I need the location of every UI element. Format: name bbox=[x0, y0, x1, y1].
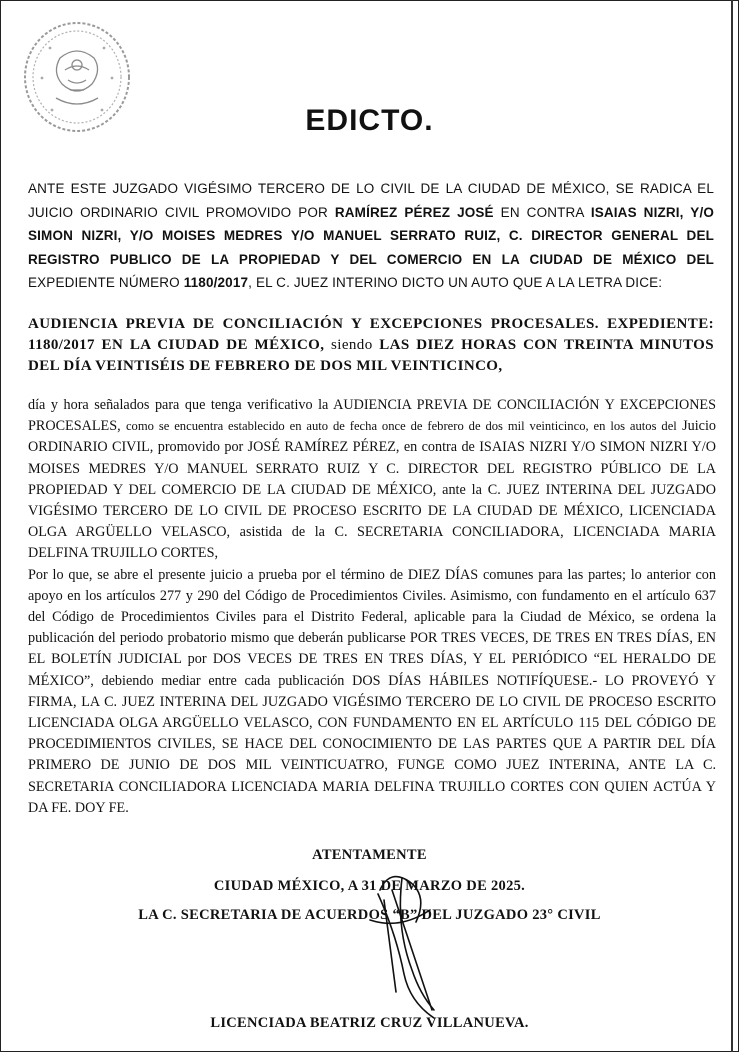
hearing-heading bbox=[28, 314, 714, 377]
case-number: 1180/2017 bbox=[183, 275, 249, 291]
handwritten-signature bbox=[340, 860, 480, 1040]
intro-text-3: EXPEDIENTE NÚMERO bbox=[28, 275, 184, 291]
intro-text-1: ANTE ESTE JUZGADO VIGÉSIMO TERCERO DE LO CIVIL DE LA CIUDAD DE MÉXICO, SE RADICA EL JUICIO ORDINARIO CIVIL PROMOVIDO POR bbox=[28, 181, 714, 220]
body-paragraph-1 bbox=[28, 395, 716, 565]
body-paragraph-1c: Juicio ORDINARIO CIVIL, promovido por JOSÉ RAMÍREZ PÉREZ, en contra de ISAIAS NIZRI Y/O SIMON NIZRI Y/O MOISES MEDRES Y/O MANUEL SERRATO RUIZ Y C. DIRECTOR DEL REGISTRO PÚBLICO DE LA PROPIEDAD Y DEL COMERCIO DE LA CIUDAD DE MÉXICO, ante la C. JUEZ INTERINA DEL JUZGADO VIGÉSIMO TERCERO DE LO CIVIL DE PROCESO ESCRITO DE LA CIUDAD DE MÉXICO, LICENCIADA OLGA ARGÜELLO VELASCO, asistida de la C. SECRETARIA CONCILIADORA, LICENCIADA MARIA DELFINA TRUJILLO CORTES, bbox=[28, 418, 717, 562]
body-paragraph-2: Por lo que, se abre el presente juicio a prueba por el término de DIEZ DÍAS comunes para las partes; lo anterior con apoyo en los artículos 277 y 290 del Código de Procedimientos Civiles. Asimismo, con fundamento en el artículo 637 del Código de Procedimientos Civiles para el Distrito Federal, aplicable para la Ciudad de México, se ordena la publicación del periodo probatorio mismo que deberán publicarse POR TRES VECES, DE TRES EN TRES DÍAS, EN EL BOLETÍN JUDICIAL por DOS VECES DE TRES EN TRES DÍAS, Y EL PERIÓDICO “EL HERALDO DE MÉXICO”, debiendo mediar entre cada publicación DOS DÍAS HÁBILES NOTIFÍQUESE.- LO PROVEYÓ Y FIRMA, LA C. JUEZ INTERINA DEL JUZGADO VIGÉSIMO TERCERO DE LO CIVIL DE PROCESO ESCRITO LICENCIADA OLGA ARGÜELLO VELASCO, CON FUNDAMENTO EN EL ARTÍCULO 115 DEL CÓDIGO DE PROCEDIMIENTOS CIVILES, SE HACE DEL CONOCIMIENTO DE LAS PARTES QUE A PARTIR DEL DÍA PRIMERO DE JUNIO DE DOS MIL VEINTICUATRO, FUNGE COMO JUEZ INTERINA, ANTE LA C. SECRETARIA CONCILIADORA LICENCIADA MARIA DELFINA TRUJILLO CORTES CON QUIEN ACTÚA Y DA FE. DOY FE. bbox=[28, 566, 716, 816]
intro-paragraph bbox=[28, 177, 714, 295]
closing-place-date: CIUDAD MÉXICO, A 31 DE MARZO DE 2025. bbox=[213, 878, 526, 894]
closing-role: LA C. SECRETARIA DE ACUERDOS “B” DEL JUZGADO 23° CIVIL bbox=[138, 907, 601, 923]
intro-text-4: , EL C. JUEZ INTERINO DICTO UN AUTO QUE A LA LETRA DICE: bbox=[248, 275, 663, 291]
body-paragraph-1b: como se encuentra establecido en auto de fecha once de febrero de dos mil veinticinco, en los autos del bbox=[125, 419, 677, 434]
intro-text-2: EN CONTRA bbox=[493, 204, 591, 220]
hearing-heading-1: AUDIENCIA PREVIA DE CONCILIACIÓN Y EXCEPCIONES PROCESALES. EXPEDIENTE: 1180/2017 EN LA CIUDAD DE MÉXICO, bbox=[28, 316, 714, 353]
hearing-heading-connector: siendo bbox=[324, 337, 380, 353]
hearing-heading-2: LAS DIEZ HORAS CON TREINTA MINUTOS DEL DÍA VEINTISÉIS DE FEBRERO DE DOS MIL VEINTICINCO, bbox=[28, 337, 714, 374]
defendants-list: ISAIAS NIZRI, Y/O SIMON NIZRI, Y/O MOISES MEDRES Y/O MANUEL SERRATO RUIZ, C. DIRECTOR GENERAL DEL REGISTRO PUBLICO DE LA PROPIEDAD Y DEL COMERCIO EN LA CIUDAD DE MÉXICO DEL bbox=[28, 204, 714, 267]
body-paragraph-1a: día y hora señalados para que tenga verificativo la AUDIENCIA PREVIA DE CONCILIACIÓN Y EXCEPCIONES PROCESALES, bbox=[28, 397, 716, 435]
closing-atentamente: ATENTAMENTE bbox=[312, 847, 427, 863]
resolution-body bbox=[28, 395, 716, 819]
plaintiff-name: RAMÍREZ PÉREZ JOSÉ bbox=[334, 204, 494, 220]
closing-signer-name: LICENCIADA BEATRIZ CRUZ VILLANUEVA. bbox=[210, 1015, 529, 1031]
document-title: EDICTO. bbox=[305, 104, 434, 137]
